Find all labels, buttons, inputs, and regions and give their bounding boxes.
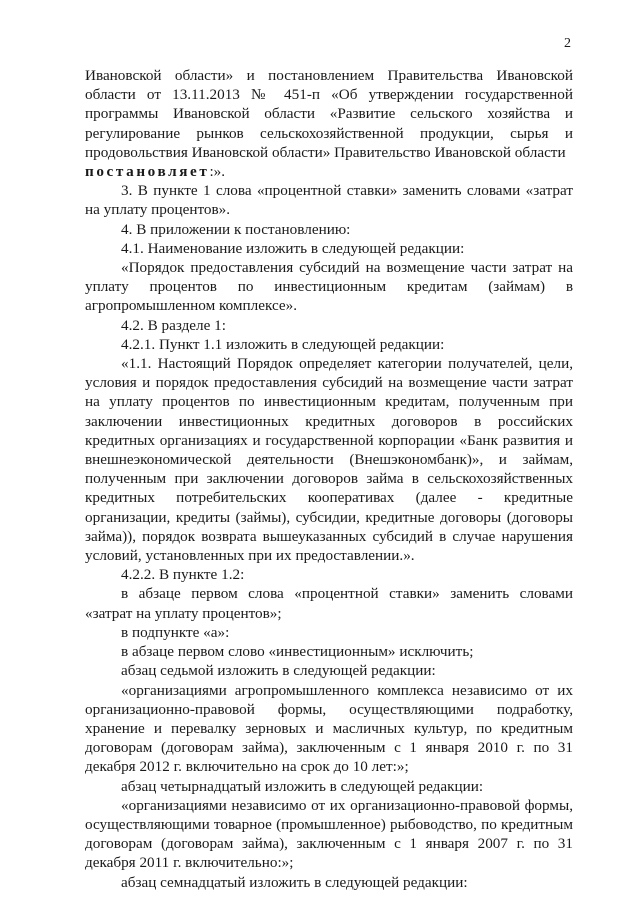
paragraph: «организациями агропромышленного комплекса независимо от их организационно-правовой формы, осуществляющими подработку, хранение и перевалку зерновых и масличных культур, по кредитным договорам (договорам займа), заключенным с 1 января 2010 г. по 31 декабря 2012 г. включительно на срок до 10 лет:»;: [85, 681, 573, 776]
paragraph-preamble: [85, 66, 573, 181]
paragraph: 4.2.1. Пункт 1.1 изложить в следующей редакции:: [121, 335, 445, 353]
paragraph: «1.1. Настоящий Порядок определяет категории получателей, цели, условия и порядок предоставления субсидий на возмещение части затрат на уплату процентов по инвестиционным кредитам, полученным при заключении инвестиционных кредитных договоров в российских кредитных организациях и государственной корпорации «Банк развития и внешнеэкономической деятельности (Внешэкономбанк)», и займам, полученным при заключении договоров займа в сельскохозяйственных кредитных потребительских кооперативах (далее - кредитные организации, кредиты (займы), субсидии, кредитные договоры (договоры займа)), порядок возврата вышеуказанных субсидий в случае нарушения условий, установленных при их предоставлении.».: [85, 355, 573, 565]
decree-tail: :».: [209, 163, 226, 181]
paragraph: «Порядок предоставления субсидий на возмещение части затрат на уплату процентов по инвестиционным кредитам (займам) в агропромышленном комплексе».: [85, 259, 573, 315]
decree-word: постановляет: [85, 163, 210, 181]
paragraph: 3. В пункте 1 слова «процентной ставки» заменить словами «затрат на уплату процентов».: [85, 182, 573, 219]
paragraph: 4. В приложении к постановлению:: [121, 220, 351, 238]
page-number: 2: [564, 36, 571, 51]
paragraph: в абзаце первом слова «процентной ставки» заменить словами «затрат на уплату процентов»;: [85, 585, 573, 622]
paragraph: в абзаце первом слово «инвестиционным» исключить;: [121, 643, 474, 661]
paragraph: «организациями независимо от их организационно-правовой формы, осуществляющими товарное (промышленное) рыбоводство, по кредитным договорам (договорам займа), заключенным с 1 января 2007 г. по 31 декабря 2011 г. включительно:»;: [85, 796, 573, 872]
paragraph: 4.1. Наименование изложить в следующей редакции:: [121, 239, 465, 257]
document-body: [85, 66, 573, 892]
paragraph: в подпункте «а»:: [121, 623, 230, 641]
paragraph: абзац седьмой изложить в следующей редакции:: [121, 662, 436, 680]
paragraph: абзац семнадцатый изложить в следующей редакции:: [121, 873, 468, 891]
preamble-text: Ивановской области» и постановлением Правительства Ивановской области от 13.11.2013 № 451-п «Об утверждении государственной программы Ивановской области «Развитие сельского хозяйства и регулирование рынков сельскохозяйственной продукции, сырья и продовольствия Ивановской области» Правительство Ивановской области: [85, 67, 573, 161]
paragraph: 4.2.2. В пункте 1.2:: [121, 566, 245, 584]
paragraph: абзац четырнадцатый изложить в следующей редакции:: [121, 777, 484, 795]
paragraph: 4.2. В разделе 1:: [121, 316, 226, 334]
